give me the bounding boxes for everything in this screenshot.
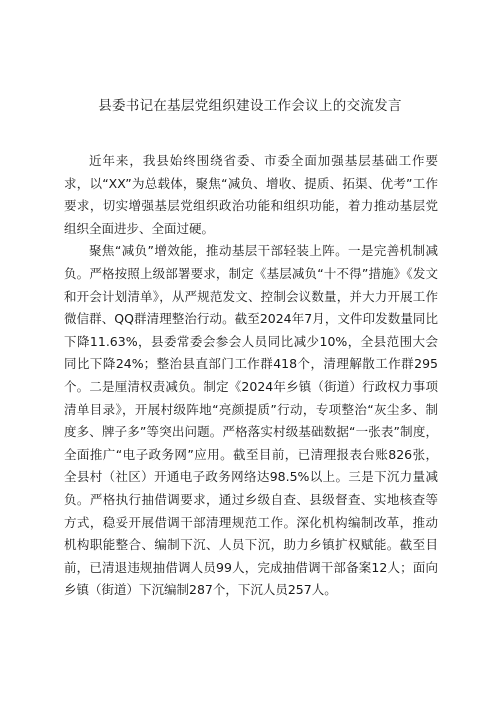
document-body xyxy=(64,150,438,602)
document-title: 县委书记在基层党组织建设工作会议上的交流发言 xyxy=(98,98,402,114)
burden-reduction-paragraph: 聚焦“减负”增效能，推动基层干部轻装上阵。一是完善机制减负。严格按照上级部署要求，制定《基层减负“十不得”措施》《发文和开会计划清单》，从严规范发文、控制会议数量，并大力开展工作微信群、QQ群清理整治行动。截至2024年7月，文件印发数量同比下降11.63%，县委常委会参会人员同比减少10%，全县范围大会同比下降24%；整治县直部门工作群418个，清理解散工作群295个。二是厘清权责减负。制定《2024年乡镇（街道）行政权力事项清单目录》，开展村级阵地“亮颜提质”行动，专项整治“灰尘多、制度多、牌子多”等突出问题。严格落实村级基础数据“一张表”制度，全面推广“电子政务网”应用。截至目前，已清理报表台账826张，全县村（社区）开通电子政务网络达98.5%以上。三是下沉力量减负。严格执行抽借调要求，通过乡级自查、县级督查、实地核查等方式，稳妥开展借调干部清理规范工作。深化机构编制改革，推动机构职能整合、编制下沉、人员下沉，助力乡镇扩权赋能。截至目前，已清退违规抽借调人员99人，完成抽借调干部备案12人；面向乡镇（街道）下沉编制287个，下沉人员257人。 xyxy=(64,243,438,598)
intro-paragraph: 近年来，我县始终围绕省委、市委全面加强基层基础工作要求，以“XX”为总载体，聚焦“减负、增收、提质、拓渠、优考”工作要求，切实增强基层党组织政治功能和组织功能，着力推动基层党组织全面进步、全面过硬。 xyxy=(64,153,438,236)
